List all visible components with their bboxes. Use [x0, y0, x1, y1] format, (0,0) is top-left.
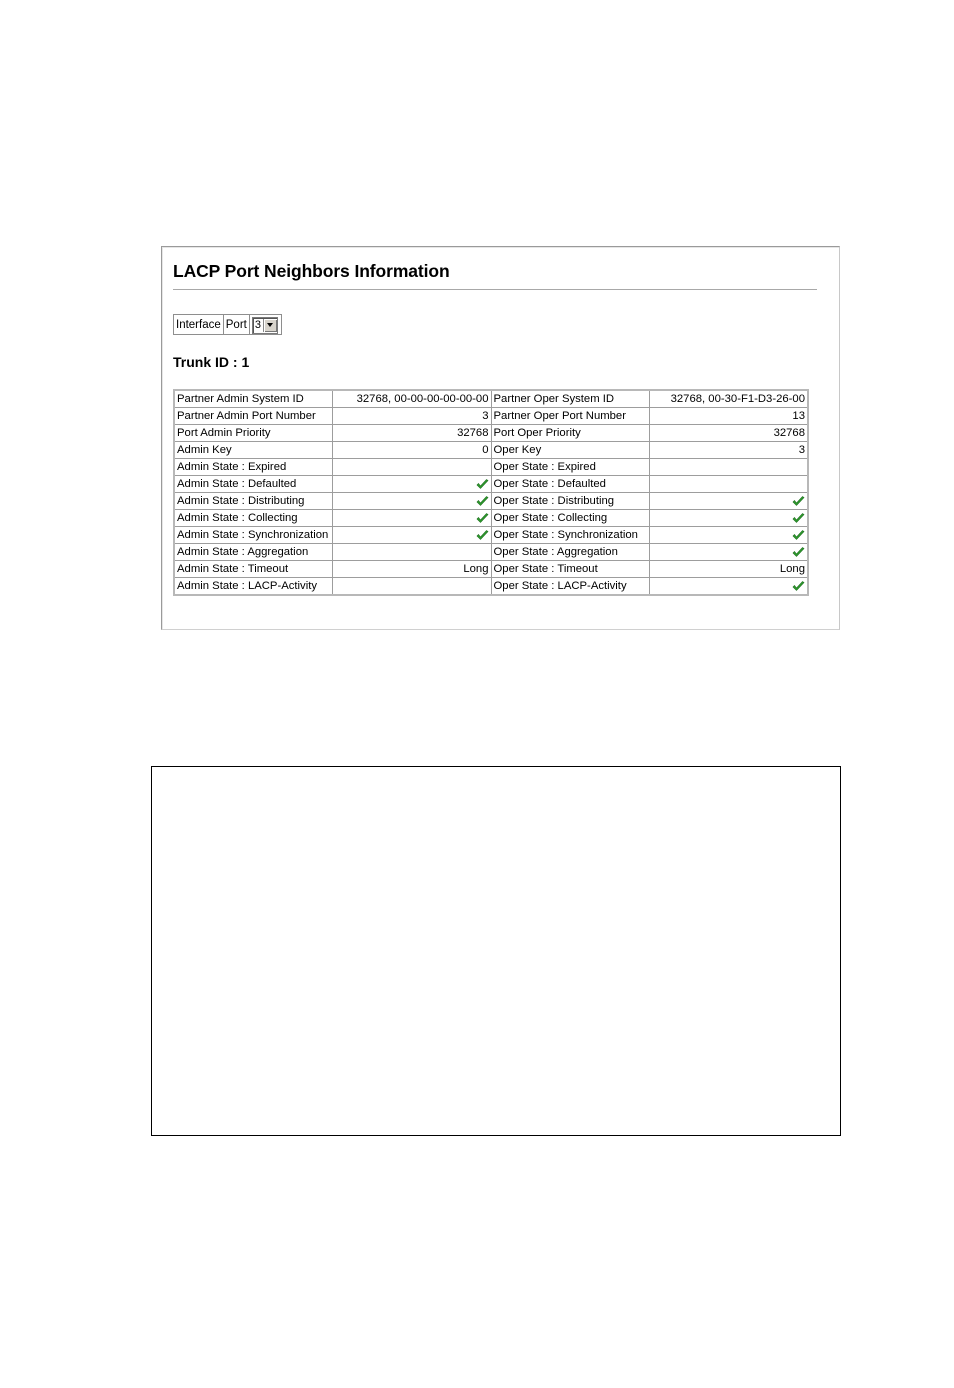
oper-label-cell: Partner Oper Port Number	[491, 408, 649, 425]
admin-label-cell: Admin Key	[174, 442, 332, 459]
oper-label-cell: Oper State : Timeout	[491, 561, 649, 578]
table-row	[174, 459, 808, 476]
oper-value-cell	[649, 510, 808, 527]
check-icon	[792, 530, 805, 541]
table-row	[174, 561, 808, 578]
admin-value-cell	[332, 527, 491, 544]
admin-label-cell: Partner Admin Port Number	[174, 408, 332, 425]
oper-value-cell: Long	[649, 561, 808, 578]
table-row	[174, 527, 808, 544]
table-row	[174, 476, 808, 493]
table-row	[174, 408, 808, 425]
admin-label-cell: Admin State : Collecting	[174, 510, 332, 527]
oper-label-cell: Port Oper Priority	[491, 425, 649, 442]
check-icon	[476, 513, 489, 524]
table-row	[174, 442, 808, 459]
admin-label-cell: Admin State : LACP-Activity	[174, 578, 332, 596]
check-icon	[476, 479, 489, 490]
oper-label-cell: Partner Oper System ID	[491, 390, 649, 408]
oper-value-cell: 3	[649, 442, 808, 459]
title-divider	[173, 289, 817, 290]
check-icon	[476, 530, 489, 541]
admin-label-cell: Admin State : Aggregation	[174, 544, 332, 561]
page-title: LACP Port Neighbors Information	[173, 261, 450, 281]
oper-label-cell: Oper Key	[491, 442, 649, 459]
table-row	[174, 578, 808, 596]
oper-value-cell: 32768, 00-30-F1-D3-26-00	[649, 390, 808, 408]
admin-value-cell	[332, 510, 491, 527]
trunk-id: Trunk ID : 1	[173, 354, 250, 370]
oper-label-cell: Oper State : Synchronization	[491, 527, 649, 544]
admin-label-cell: Partner Admin System ID	[174, 390, 332, 408]
admin-value-cell: 32768, 00-00-00-00-00-00	[332, 390, 491, 408]
check-icon	[792, 496, 805, 507]
dropdown-arrow-icon[interactable]	[263, 319, 277, 332]
oper-value-cell	[649, 527, 808, 544]
table-row	[174, 510, 808, 527]
admin-value-cell: Long	[332, 561, 491, 578]
check-icon	[476, 496, 489, 507]
table-row	[174, 390, 808, 408]
command-example-box	[151, 766, 841, 1136]
oper-value-cell: 32768	[649, 425, 808, 442]
interface-label: Interface	[176, 318, 221, 331]
oper-label-cell: Oper State : LACP-Activity	[491, 578, 649, 596]
oper-value-cell	[649, 578, 808, 596]
check-icon	[792, 581, 805, 592]
oper-value-cell	[649, 459, 808, 476]
port-select-value: 3	[254, 318, 261, 331]
check-icon	[792, 513, 805, 524]
oper-label-cell: Oper State : Distributing	[491, 493, 649, 510]
admin-value-cell: 3	[332, 408, 491, 425]
admin-value-cell	[332, 459, 491, 476]
oper-label-cell: Oper State : Expired	[491, 459, 649, 476]
lacp-neighbors-panel	[161, 246, 840, 630]
admin-value-cell	[332, 578, 491, 596]
table-row	[174, 544, 808, 561]
admin-value-cell: 0	[332, 442, 491, 459]
interface-selector	[173, 314, 282, 335]
admin-label-cell: Admin State : Distributing	[174, 493, 332, 510]
admin-label-cell: Admin State : Timeout	[174, 561, 332, 578]
oper-value-cell	[649, 493, 808, 510]
table-row	[174, 425, 808, 442]
port-select[interactable]	[252, 317, 278, 334]
admin-label-cell: Admin State : Synchronization	[174, 527, 332, 544]
oper-value-cell	[649, 544, 808, 561]
admin-value-cell	[332, 544, 491, 561]
admin-label-cell: Admin State : Defaulted	[174, 476, 332, 493]
lacp-neighbors-table	[173, 389, 809, 596]
oper-label-cell: Oper State : Collecting	[491, 510, 649, 527]
check-icon	[792, 547, 805, 558]
oper-label-cell: Oper State : Aggregation	[491, 544, 649, 561]
table-row	[174, 493, 808, 510]
admin-value-cell: 32768	[332, 425, 491, 442]
port-label: Port	[223, 315, 249, 334]
admin-label-cell: Port Admin Priority	[174, 425, 332, 442]
oper-value-cell	[649, 476, 808, 493]
oper-value-cell: 13	[649, 408, 808, 425]
admin-value-cell	[332, 493, 491, 510]
admin-value-cell	[332, 476, 491, 493]
admin-label-cell: Admin State : Expired	[174, 459, 332, 476]
port-select-cell	[249, 315, 281, 334]
oper-label-cell: Oper State : Defaulted	[491, 476, 649, 493]
